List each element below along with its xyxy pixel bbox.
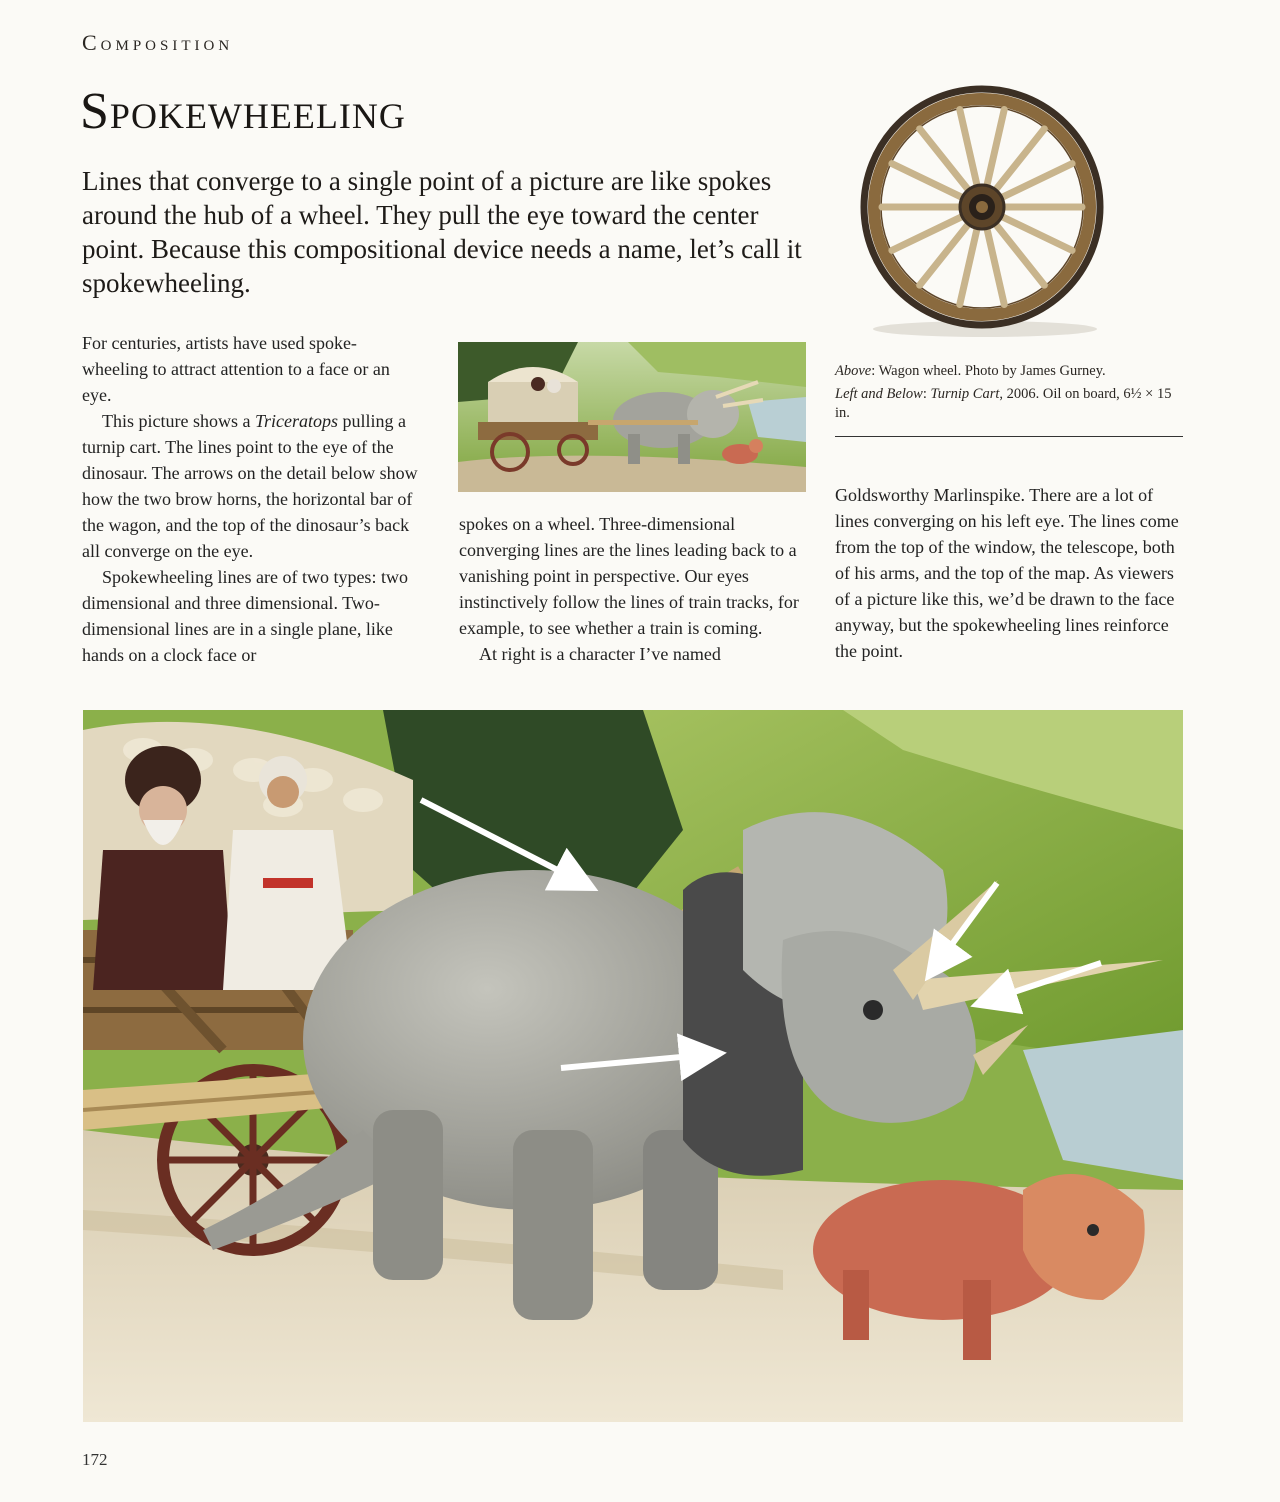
wheel-spoke (986, 226, 1004, 304)
page-number: 172 (82, 1450, 108, 1469)
caption-divider (835, 436, 1183, 437)
body-paragraph: For centuries, artists have used spoke-wheeling to attract attention to a face or an eye. (82, 333, 390, 405)
body-paragraph: spokes on a wheel. Three-dimensional converging lines are the lines leading back to a vanishing point in perspective. Our eyes instinctively follow the lines of train tracks, for example, to see whether a train is coming. (459, 514, 799, 638)
species-name: Triceratops (254, 411, 338, 431)
body-paragraph: Spokewheeling lines are of two types: two dimensional and three dimensional. Two-dimensional lines are in a single plane, like hands on a clock face or (82, 567, 408, 665)
wheel-spoke (960, 110, 978, 188)
body-column-1 (82, 330, 422, 668)
wheel-spoke (986, 110, 1004, 188)
turnip-cart-thumbnail (458, 342, 806, 492)
body-paragraph: This picture shows a Triceratops pulling a turnip cart. The lines point to the eye of the dinosaur. The arrows on the detail below show how the two brow horns, the horizontal bar of the wagon, and the top of the dinosaur’s back all converge on the eye. (82, 411, 418, 561)
intro-paragraph: Lines that converge to a single point of a picture are like spokes around the hub of a wheel. They pull the eye toward the center point. Because this compositional device needs a name, let’s call it spokewheeling. (82, 166, 802, 298)
wagon-wheel-photo (855, 85, 1110, 340)
figure-caption (835, 362, 1183, 427)
caption-line: Above: Wagon wheel. Photo by James Gurney. (835, 363, 1106, 379)
body-column-3 (835, 482, 1180, 664)
section-label: Composition (82, 30, 234, 55)
wheel-spoke (960, 226, 978, 304)
body-paragraph: Goldsworthy Marlinspike. There are a lot of lines converging on his left eye. The lines come from the top of the window, the telescope, both of his arms, and the top of the map. As viewers of a picture like this, we’d be drawn to the face anyway, but the spokewheeling lines reinforce the point. (835, 485, 1179, 661)
caption-line: Left and Below: Turnip Cart, 2006. Oil on board, 6½ × 15 in. (835, 386, 1172, 421)
body-paragraph: At right is a character I’ve named (479, 644, 721, 664)
turnip-cart-detail-painting (83, 710, 1183, 1422)
page-title: Spokewheeling (80, 83, 406, 140)
body-column-2 (459, 511, 799, 667)
